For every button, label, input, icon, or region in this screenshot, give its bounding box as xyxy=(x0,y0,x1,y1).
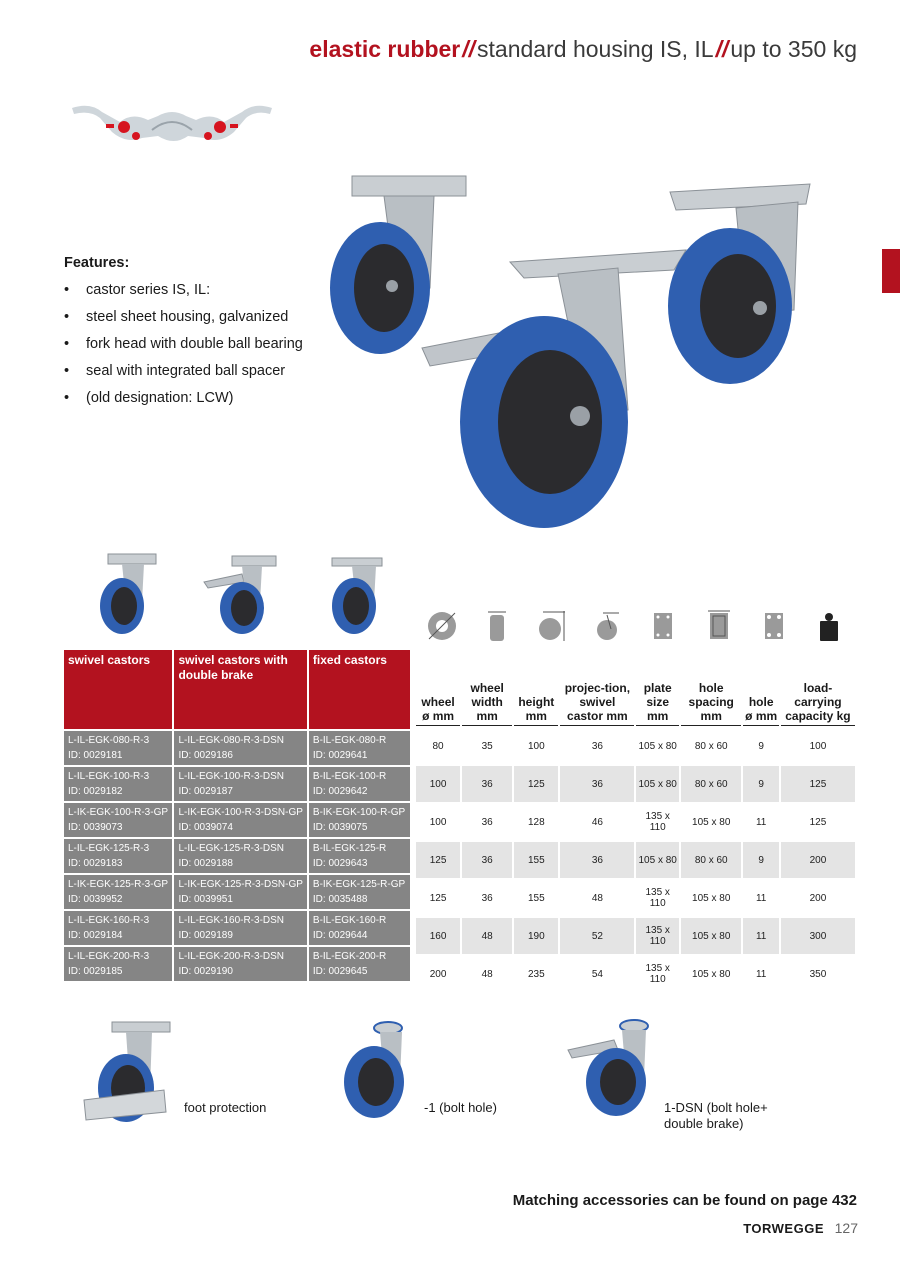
brake-article-cell: L-IK-EGK-125-R-3-DSN-GP ID: 0039951 xyxy=(174,875,306,909)
features-list xyxy=(64,281,314,407)
value-cell: 200 xyxy=(809,892,827,904)
title-part1: standard housing IS, IL xyxy=(477,36,714,62)
value-cell: 80 x 60 xyxy=(681,766,741,802)
value-cell: 36 xyxy=(462,842,512,878)
value-cell: 80 x 60 xyxy=(681,842,741,878)
value-cell: 105 x 80 xyxy=(681,918,741,954)
height-icon xyxy=(537,609,567,643)
header-wheel-diameter: wheel ø mm xyxy=(416,650,460,726)
swivel-article-cell: L-IL-EGK-125-R-3 ID: 0029183 xyxy=(64,839,172,873)
bolt-hole-castor-image xyxy=(340,1020,420,1120)
fixed-article-cell: B-IL-EGK-200-R ID: 0029645 xyxy=(309,947,410,981)
table-row xyxy=(64,731,410,765)
fixed-article-cell: B-IL-EGK-160-R ID: 0029644 xyxy=(309,911,410,945)
fixed-article-cell: B-IL-EGK-125-R ID: 0029643 xyxy=(309,839,410,873)
feature-item: • (old designation: LCW) xyxy=(64,389,314,407)
specification-table xyxy=(414,648,857,994)
value-cell: 46 xyxy=(591,816,603,828)
value-cell: 36 xyxy=(560,842,634,878)
value-cell: 155 xyxy=(527,892,545,904)
value-cell: 350 xyxy=(809,968,827,980)
title-separator: // xyxy=(462,36,476,62)
swivel-article-cell: L-IL-EGK-100-R-3 ID: 0029182 xyxy=(64,767,172,801)
header-plate-size: plate size mm xyxy=(636,650,679,726)
brake-article-cell: L-IL-EGK-200-R-3-DSN ID: 0029190 xyxy=(174,947,306,981)
plate-size-icon xyxy=(650,609,676,643)
value-cell: 135 x 110 xyxy=(645,811,670,833)
article-number-table xyxy=(62,648,412,983)
table-row xyxy=(416,956,855,992)
table-row xyxy=(64,839,410,873)
foot-protection-image xyxy=(82,1020,174,1122)
hole-diameter-icon xyxy=(761,609,787,643)
page-title xyxy=(309,36,857,63)
table-row xyxy=(416,728,855,764)
feature-item: • seal with integrated ball spacer xyxy=(64,362,314,380)
projection-icon xyxy=(593,609,623,643)
value-cell: 48 xyxy=(481,968,493,980)
table-row xyxy=(64,803,410,837)
value-cell: 160 xyxy=(416,918,460,954)
value-cell: 9 xyxy=(743,766,778,802)
value-cell: 125 xyxy=(781,766,855,802)
value-cell: 36 xyxy=(481,816,493,828)
brake-article-cell: L-IL-EGK-160-R-3-DSN ID: 0029189 xyxy=(174,911,306,945)
value-cell: 36 xyxy=(481,892,493,904)
value-cell: 80 xyxy=(432,740,444,752)
value-cell: 125 xyxy=(429,892,447,904)
swivel-article-cell: L-IL-EGK-080-R-3 ID: 0029181 xyxy=(64,731,172,765)
table-row xyxy=(416,842,855,878)
caption-foot-protection: foot protection xyxy=(184,1100,267,1115)
braked-castor-image xyxy=(422,250,686,528)
castor-product-photo xyxy=(318,170,818,540)
title-bold: elastic rubber xyxy=(309,36,461,62)
wheel-dot xyxy=(214,121,226,133)
title-separator-2: // xyxy=(715,36,729,62)
value-cell: 9 xyxy=(743,842,778,878)
value-cell: 9 xyxy=(758,740,764,752)
value-cell: 125 xyxy=(416,842,460,878)
value-cell: 105 x 80 xyxy=(636,766,679,802)
value-cell: 52 xyxy=(560,918,634,954)
header-swivel-castors: swivel castors xyxy=(64,650,172,729)
caption-bolt-hole: -1 (bolt hole) xyxy=(424,1100,497,1115)
header-height: height mm xyxy=(514,650,558,726)
bolt-hole-brake-castor-image xyxy=(566,1016,662,1118)
feature-item: • castor series IS, IL: xyxy=(64,281,314,299)
header-projection: projec-tion, swivel castor mm xyxy=(560,650,634,726)
accessories-note: Matching accessories can be found on page 432 xyxy=(512,1192,857,1209)
table-row xyxy=(64,767,410,801)
table-row xyxy=(64,911,410,945)
value-cell: 155 xyxy=(514,842,558,878)
title-part2: up to 350 kg xyxy=(730,36,857,62)
value-cell: 48 xyxy=(591,892,603,904)
table-row xyxy=(64,947,410,981)
value-cell: 125 xyxy=(514,766,558,802)
table-row xyxy=(416,766,855,802)
value-cell: 190 xyxy=(514,918,558,954)
header-fixed-castors: fixed castors xyxy=(309,650,410,729)
vehicle-pictogram xyxy=(70,100,274,150)
hole-spacing-icon xyxy=(706,609,732,643)
wheel-width-icon xyxy=(484,609,510,643)
swivel-article-cell: L-IK-EGK-100-R-3-GP ID: 0039073 xyxy=(64,803,172,837)
value-cell: 105 x 80 xyxy=(636,842,679,878)
value-cell: 80 x 60 xyxy=(694,740,728,752)
fixed-article-cell: B-IL-EGK-100-R ID: 0029642 xyxy=(309,767,410,801)
value-cell: 105 x 80 xyxy=(692,968,731,980)
swivel-article-cell: L-IL-EGK-160-R-3 ID: 0029184 xyxy=(64,911,172,945)
features-block xyxy=(64,255,314,416)
fixed-castor-thumb xyxy=(326,556,386,636)
dimension-icon-row xyxy=(414,606,857,646)
value-cell: 125 xyxy=(809,816,827,828)
value-cell: 11 xyxy=(755,968,767,980)
value-cell: 35 xyxy=(481,740,493,752)
value-cell: 135 x 110 xyxy=(645,963,670,985)
caption-bolt-hole-brake: 1-DSN (bolt hole+ double brake) xyxy=(664,1100,768,1131)
fixed-article-cell: B-IK-EGK-100-R-GP ID: 0039075 xyxy=(309,803,410,837)
value-cell: 135 x 110 xyxy=(636,918,679,954)
braked-castor-thumb xyxy=(202,552,282,636)
wheel-dot xyxy=(132,132,140,140)
wheel-diameter-icon xyxy=(425,609,459,643)
value-cell: 100 xyxy=(527,740,545,752)
swivel-article-cell: L-IL-EGK-200-R-3 ID: 0029185 xyxy=(64,947,172,981)
value-cell: 200 xyxy=(781,842,855,878)
value-cell: 235 xyxy=(527,968,545,980)
load-weight-icon xyxy=(817,609,841,643)
header-load-capacity: load-carrying capacity kg xyxy=(781,650,855,726)
value-cell: 100 xyxy=(416,766,460,802)
header-hole-spacing: hole spacing mm xyxy=(681,650,741,726)
features-heading: Features: xyxy=(64,255,130,271)
wheel-dot xyxy=(204,132,212,140)
table-row xyxy=(64,875,410,909)
header-swivel-castors-brake: swivel castors with double brake xyxy=(174,650,306,729)
swivel-castor-thumb xyxy=(92,552,162,636)
value-cell: 128 xyxy=(527,816,545,828)
fixed-article-cell: B-IL-EGK-080-R ID: 0029641 xyxy=(309,731,410,765)
value-cell: 11 xyxy=(743,918,778,954)
fixed-castor-image xyxy=(668,184,810,384)
value-cell: 11 xyxy=(755,892,767,904)
table-row xyxy=(416,880,855,916)
value-cell: 105 x 80 xyxy=(638,740,677,752)
header-wheel-width: wheel width mm xyxy=(462,650,512,726)
value-cell: 54 xyxy=(591,968,603,980)
value-cell: 100 xyxy=(809,740,827,752)
feature-item: • steel sheet housing, galvanized xyxy=(64,308,314,326)
brand-logo: TORWEGGE xyxy=(743,1221,824,1236)
brake-article-cell: L-IL-EGK-080-R-3-DSN ID: 0029186 xyxy=(174,731,306,765)
wheel-dot xyxy=(118,121,130,133)
value-cell: 36 xyxy=(462,766,512,802)
table-row xyxy=(416,804,855,840)
value-cell: 48 xyxy=(462,918,512,954)
fixed-article-cell: B-IK-EGK-125-R-GP ID: 0035488 xyxy=(309,875,410,909)
value-cell: 100 xyxy=(429,816,447,828)
page-number: 127 xyxy=(834,1220,858,1236)
value-cell: 300 xyxy=(781,918,855,954)
swivel-castor-image xyxy=(330,176,466,354)
value-cell: 135 x 110 xyxy=(645,887,670,909)
value-cell: 105 x 80 xyxy=(692,892,731,904)
feature-item: • fork head with double ball bearing xyxy=(64,335,314,353)
value-cell: 11 xyxy=(755,816,767,828)
value-cell: 105 x 80 xyxy=(692,816,731,828)
table-row xyxy=(416,918,855,954)
brake-article-cell: L-IK-EGK-100-R-3-DSN-GP ID: 0039074 xyxy=(174,803,306,837)
value-cell: 36 xyxy=(560,766,634,802)
header-hole-diameter: hole ø mm xyxy=(743,650,778,726)
brake-article-cell: L-IL-EGK-125-R-3-DSN ID: 0029188 xyxy=(174,839,306,873)
value-cell: 200 xyxy=(429,968,447,980)
value-cell: 36 xyxy=(591,740,603,752)
chapter-tab xyxy=(882,249,900,293)
brake-article-cell: L-IL-EGK-100-R-3-DSN ID: 0029187 xyxy=(174,767,306,801)
swivel-article-cell: L-IK-EGK-125-R-3-GP ID: 0039952 xyxy=(64,875,172,909)
